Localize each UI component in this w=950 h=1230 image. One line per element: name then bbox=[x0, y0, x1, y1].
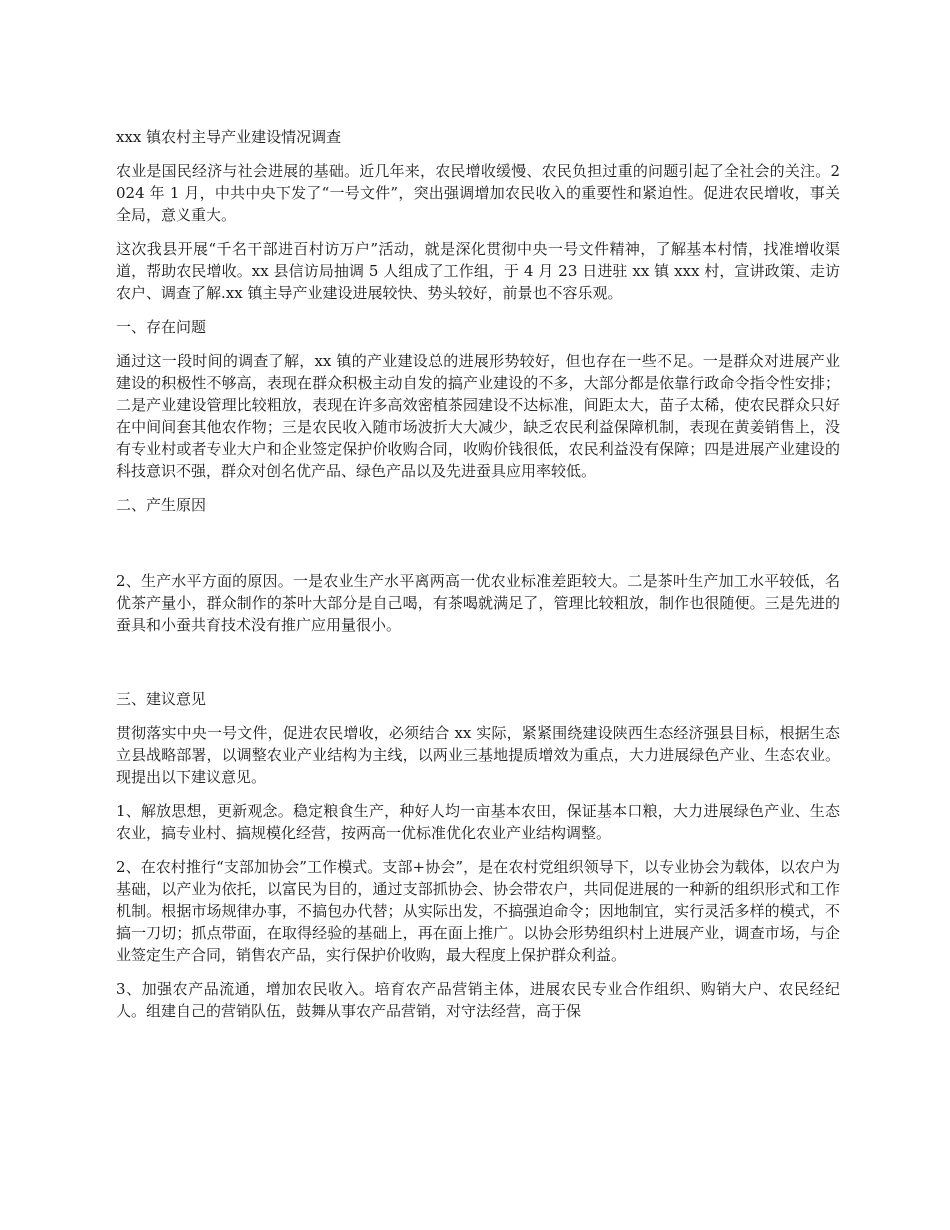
section-2-body: 2、生产水平方面的原因。一是农业生产水平离两高一优农业标准差距较大。二是茶叶生产加工水平较低，名优茶产量小，群众制作的茶叶大部分是自己喝，有茶喝就满足了，管理比较粗放，制作也很随便。三是先进的蚕具和小蚕共育技术没有推广应用量很小。 bbox=[116, 572, 840, 634]
section-1-heading: 一、存在问题 bbox=[116, 318, 207, 336]
intro-paragraph-1: 农业是国民经济与社会进展的基础。近几年来，农民增收缓慢、农民负担过重的问题引起了全社会的关注。2024 年 1 月，中共中央下发了“一号文件”，突出强调增加农民收入的重要性和紧迫性。促进农民增收，事关全局，意义重大。 bbox=[116, 162, 840, 224]
document-page bbox=[116, 118, 840, 1034]
section-3-heading: 三、建议意见 bbox=[116, 690, 207, 708]
section-2-heading: 二、产生原因 bbox=[116, 496, 207, 514]
section-3-intro: 贯彻落实中央一号文件，促进农民增收，必须结合 xx 实际，紧紧围绕建设陕西生态经济强县目标，根据生态立县战略部署，以调整农业产业结构为主线，以两业三基地提质增效为重点，大力进展绿色产业、生态农业。现提出以下建议意见。 bbox=[116, 724, 840, 786]
document-title: xxx 镇农村主导产业建设情况调查 bbox=[116, 128, 342, 146]
intro-paragraph-2: 这次我县开展“千名干部进百村访万户”活动，就是深化贯彻中央一号文件精神，了解基本村情，找准增收渠道，帮助农民增收。xx 县信访局抽调 5 人组成了工作组，于 4 月 23 日进驻 xx 镇 xxx 村，宣讲政策、走访农户、调查了解.xx 镇主导产业建设进展较快、势头较好，前景也不容乐观。 bbox=[116, 240, 840, 302]
section-1-body: 通过这一段时间的调查了解，xx 镇的产业建设总的进展形势较好，但也存在一些不足。一是群众对进展产业建设的积极性不够高，表现在群众积极主动自发的搞产业建设的不多，大部分都是依靠行政命令指令性安排；二是产业建设管理比较粗放，表现在许多高效密植茶园建设不达标准，间距太大，苗子太稀，使农民群众只好在中间间套其他农作物；三是农民收入随市场波折大大减少，缺乏农民利益保障机制，表现在黄姜销售上，没有专业村或者专业大户和企业签定保护价收购合同，收购价钱很低，农民利益没有保障；四是进展产业建设的科技意识不强，群众对创名优产品、绿色产品以及先进蚕具应用率较低。 bbox=[116, 352, 840, 480]
section-3-item-2: 2、在农村推行“支部加协会”工作模式。支部+协会”，是在农村党组织领导下，以专业协会为载体，以农户为基础，以产业为依托，以富民为目的，通过支部抓协会、协会带农户，共同促进展的一种新的组织形式和工作机制。根据市场规律办事，不搞包办代替；从实际出发，不搞强迫命令；因地制宜，实行灵活多样的模式，不搞一刀切；抓点带面，在取得经验的基础上，再在面上推广。以协会形势组织村上进展产业，调查市场，与企业签定生产合同，销售农产品，实行保护价收购，最大程度上保护群众利益。 bbox=[116, 858, 840, 964]
section-3-item-3: 3、加强农产品流通，增加农民收入。培育农产品营销主体，进展农民专业合作组织、购销大户、农民经纪人。组建自己的营销队伍，鼓舞从事农产品营销，对守法经营，高于保 bbox=[116, 980, 840, 1020]
section-3-item-1: 1、解放思想，更新观念。稳定粮食生产，种好人均一亩基本农田，保证基本口粮，大力进展绿色产业、生态农业，搞专业村、搞规模化经营，按两高一优标准优化农业产业结构调整。 bbox=[116, 802, 840, 842]
